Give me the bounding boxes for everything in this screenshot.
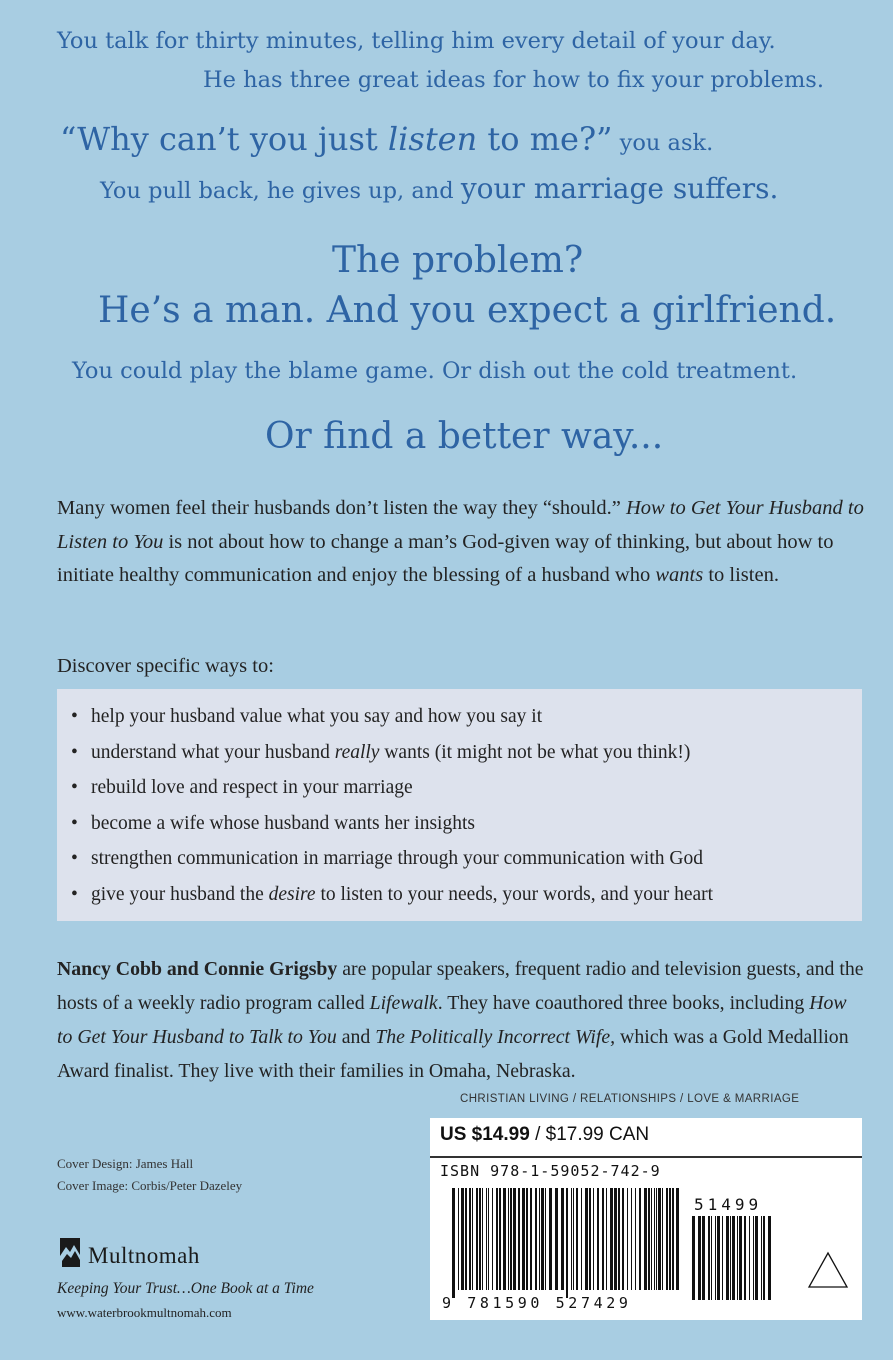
barcode-bar [571,1188,572,1290]
teaser-line-4 [100,172,778,205]
barcode-bar [730,1216,731,1300]
barcode-bar [749,1216,750,1300]
barcode-bar [676,1188,679,1290]
addon-barcode [692,1216,772,1308]
description-book-title: How to Get Your Husband to Listen to You [57,497,864,553]
barcode-bar [622,1188,624,1290]
teaser-line-8: Or find a better way... [265,416,664,457]
price-can: / $17.99 CAN [529,1124,650,1145]
bullet-emphasis: really [334,741,380,763]
barcode-bar [472,1188,473,1290]
teaser-line-2: He has three great ideas for how to fix your problems. [203,67,825,93]
ean-barcode [452,1188,682,1298]
barcode-bar [761,1216,762,1300]
barcode-bar [602,1188,604,1290]
barcode-bar [479,1188,481,1290]
teaser-line-5: The problem? [332,240,584,281]
description-paragraph [57,492,865,593]
barcode-bar [541,1188,544,1290]
price-line [440,1124,649,1146]
teaser-line-6: He’s a man. And you expect a girlfriend. [98,290,837,331]
barcode-bar [593,1188,594,1290]
barcode-bar [635,1188,636,1290]
bullet-dot-icon: • [71,706,78,727]
bullet-item [71,699,862,735]
barcode-bar [576,1188,578,1290]
barcode-bar [648,1188,650,1290]
barcode-bar [614,1188,617,1290]
barcode-bar [503,1188,506,1290]
barcode-bar [618,1188,620,1290]
cover-design-credit: Cover Design: James Hall [57,1156,194,1171]
barcode-bar [768,1216,771,1300]
barcode-bar [739,1216,742,1300]
bullet-dot-icon: • [71,777,78,799]
barcode-bar [666,1188,668,1290]
barcode-bar [662,1188,663,1290]
barcode-bar [631,1188,632,1290]
barcode-bar [692,1216,695,1300]
bio-program: Lifewalk [369,992,438,1014]
barcode-bar [508,1188,509,1290]
barcode-bar [651,1188,652,1290]
barcode-bar [597,1188,599,1290]
price-divider [430,1156,862,1158]
bullet-text: become a wife whose husband wants her insights [91,812,475,834]
barcode-bar [476,1188,478,1290]
bullet-text: help your husband value what you say and how you say it [91,706,543,727]
barcode-bar [737,1216,738,1300]
barcode-bar [726,1216,729,1300]
barcode-bar [465,1188,467,1290]
barcode-bar [573,1188,574,1290]
barcode-bar [539,1188,540,1290]
bullet-dot-icon: • [71,848,78,870]
barcode-bar [461,1188,464,1290]
bullet-dot-icon: • [71,883,78,905]
isbn-label: ISBN 978-1-59052-742-9 [440,1162,661,1180]
barcode-bar [708,1216,710,1300]
barcode-bar [526,1188,528,1290]
bullet-text: to listen to your needs, your words, and your heart [315,883,714,905]
quote-tail: you ask. [612,130,714,156]
bio-book-1: How to Get Your Husband to Talk to You [57,992,847,1048]
barcode-bar [669,1188,671,1290]
barcode-bar [732,1216,735,1300]
quote-part-a: “Why can’t you just [60,120,388,158]
barcode-bar [499,1188,501,1290]
barcode-bar [753,1216,754,1300]
bullet-dot-icon: • [71,741,78,763]
bio-text-4: which was a Gold Medallion Award finalist. They live with their families in Omaha, Nebraska. [57,1026,849,1082]
teaser-line-4-b: your marriage suffers. [460,172,779,205]
barcode-bar [606,1188,607,1290]
barcode-bar [581,1188,582,1290]
price-us: US $14.99 [440,1124,530,1145]
description-part-2: is not about how to change a man’s God-given way of thinking, but about how to initiate healthy communication and enjoy the blessing of a husband who [57,530,834,586]
bullet-item [71,877,862,913]
barcode-bar [711,1216,712,1300]
author-bio [57,952,865,1088]
barcode-bar [545,1188,546,1290]
barcode-bar [488,1188,489,1290]
barcode-bar [639,1188,641,1290]
publisher-name: Multnomah [88,1243,200,1268]
category-label: CHRISTIAN LIVING / RELATIONSHIPS / LOVE & MARRIAGE [460,1093,800,1105]
bullet-text: understand what your husband [91,741,335,763]
author-names: Nancy Cobb and Connie Grigsby [57,958,338,980]
barcode-bar [698,1216,701,1300]
barcode-bar [518,1188,520,1290]
bio-text-2: . They have coauthored three books, including [437,992,810,1014]
barcode-bar [715,1216,716,1300]
barcode-bar [555,1188,558,1290]
barcode-bar [672,1188,674,1290]
quote-part-b: to me?” [477,120,613,158]
barcode-bar [722,1216,723,1300]
bio-text-1: are popular speakers, frequent radio and television guests, and the hosts of a weekly radio program called [57,958,864,1014]
description-part-1: Many women feel their husbands don’t listen the way they “should.” [57,497,626,519]
barcode-bar [492,1188,493,1290]
barcode-bar [627,1188,628,1290]
barcode-bar [763,1216,765,1300]
description-part-3: to listen. [703,564,779,586]
barcode-bar [482,1188,483,1290]
barcode-bar [566,1188,568,1298]
publisher-logo [57,1236,83,1270]
bullet-text: strengthen communication in marriage through your communication with God [91,848,703,870]
bullet-emphasis: desire [268,883,316,905]
barcode-bar [486,1188,487,1290]
bullet-item [71,806,862,842]
barcode-bar [644,1188,647,1290]
bullet-text: rebuild love and respect in your marriage [91,777,413,799]
barcode-bar [458,1188,459,1290]
barcode-box [430,1118,862,1320]
barcode-bar [469,1188,471,1290]
barcode-bar [522,1188,525,1290]
barcode-bar [610,1188,613,1290]
barcode-bar [589,1188,591,1290]
cover-image-credit: Cover Image: Corbis/Peter Dazeley [57,1178,243,1193]
barcode-bar [656,1188,657,1290]
bullet-text: wants (it might not be what you think!) [379,741,691,763]
barcode-bar [702,1216,705,1300]
discover-intro: Discover specific ways to: [57,655,274,677]
publisher-url: www.waterbrookmultnomah.com [57,1305,232,1320]
barcode-bar [561,1188,564,1290]
bullet-text: give your husband the [91,883,269,905]
ean-digits: 9 781590 527429 [442,1294,632,1312]
barcode-bar [585,1188,588,1290]
bullet-item [71,735,862,771]
mountain-logo-icon [57,1236,83,1270]
bullet-item [71,841,862,877]
price-code: 51499 [694,1195,763,1214]
bullet-list [57,689,862,913]
barcode-bar [549,1188,552,1290]
description-wants: wants [655,564,704,586]
barcode-bar [717,1216,720,1300]
bullet-box [57,689,862,921]
barcode-bar [452,1188,455,1298]
barcode-bar [496,1188,498,1290]
teaser-line-4-a: You pull back, he gives up, and [100,178,461,204]
barcode-bar [654,1188,655,1290]
bio-text-3: and [336,1026,376,1048]
teaser-line-7: You could play the blame game. Or dish out the cold treatment. [72,358,798,384]
bullet-item [71,770,862,806]
bullet-dot-icon: • [71,812,78,834]
quote-emphasis: listen [387,120,478,158]
barcode-bar [513,1188,516,1290]
barcode-bar [535,1188,537,1290]
teaser-line-3 [60,120,713,158]
barcode-bar [510,1188,512,1290]
barcode-bar [658,1188,661,1290]
publisher-tagline: Keeping Your Trust…One Book at a Time [57,1280,314,1297]
barcode-bar [744,1216,746,1300]
barcode-bar [755,1216,758,1300]
bio-book-2: The Politically Incorrect Wife, [375,1026,616,1048]
teaser-line-1: You talk for thirty minutes, telling him every detail of your day. [57,28,776,54]
barcode-bar [530,1188,532,1290]
triangle-icon [806,1250,850,1290]
